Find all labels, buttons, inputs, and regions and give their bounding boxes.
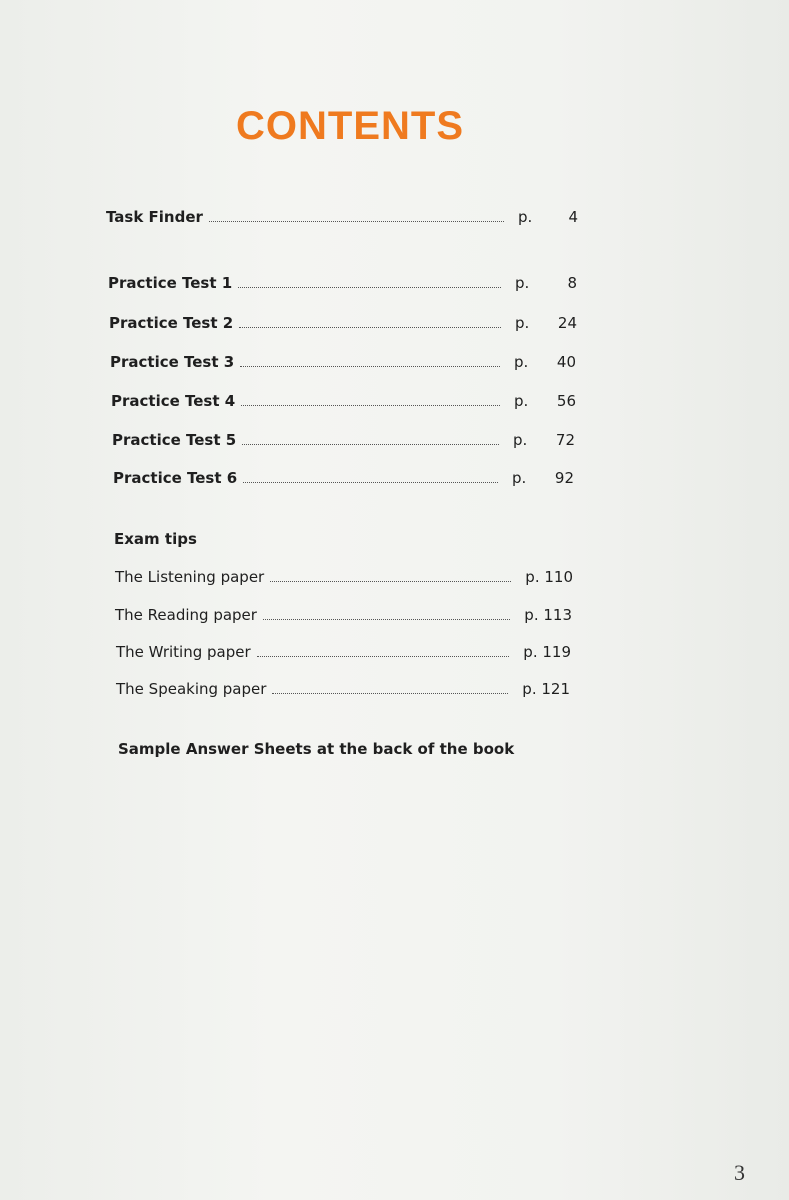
toc-entry-label: Practice Test 4 <box>111 392 236 410</box>
toc-entry-label: Task Finder <box>106 208 203 226</box>
toc-entry-practice-test-4 <box>111 392 576 410</box>
toc-entry-label: Practice Test 6 <box>113 469 238 487</box>
exam-tips-heading: Exam tips <box>114 530 197 548</box>
page-prefix: p. <box>512 469 527 487</box>
page-number: p. 119 <box>523 643 571 661</box>
page-number: 8 <box>567 274 577 292</box>
toc-entry-label: Practice Test 1 <box>108 274 233 292</box>
page-number: 92 <box>554 469 574 487</box>
leader-dots <box>270 579 511 582</box>
page-number: p. 110 <box>525 568 573 586</box>
page-number: p. 113 <box>524 606 572 624</box>
leader-dots <box>238 285 501 288</box>
toc-entry-practice-test-1 <box>108 274 577 292</box>
page-number: 24 <box>557 314 577 332</box>
toc-entry-label: The Listening paper <box>115 568 265 586</box>
leader-dots <box>242 442 499 445</box>
toc-entry-practice-test-5 <box>112 431 575 449</box>
page-prefix: p. <box>515 274 530 292</box>
leader-dots <box>263 617 510 620</box>
toc-entry-practice-test-6 <box>113 469 574 487</box>
page-prefix: p. <box>513 431 528 449</box>
toc-entry-label: Practice Test 5 <box>112 431 237 449</box>
page-prefix: p. <box>514 392 529 410</box>
toc-entry-label: Practice Test 3 <box>110 353 235 371</box>
toc-entry-practice-test-3 <box>110 353 576 371</box>
page-number: 72 <box>555 431 575 449</box>
page-number: 56 <box>556 392 576 410</box>
toc-entry-listening-paper <box>115 568 573 586</box>
toc-entry-practice-test-2 <box>109 314 577 332</box>
leader-dots <box>243 480 498 483</box>
toc-entry-label: The Reading paper <box>115 606 257 624</box>
toc-entry-task-finder <box>106 208 578 226</box>
leader-dots <box>272 691 508 694</box>
page-number: 4 <box>568 208 578 226</box>
page-prefix: p. <box>514 353 529 371</box>
leader-dots <box>240 364 500 367</box>
toc-entry-reading-paper <box>115 606 572 624</box>
leader-dots <box>209 219 504 222</box>
toc-entry-label: Practice Test 2 <box>109 314 234 332</box>
leader-dots <box>257 654 510 657</box>
toc-entry-label: The Speaking paper <box>116 680 267 698</box>
page-number-footer: 3 <box>734 1160 745 1185</box>
toc-entry-label: The Writing paper <box>116 643 251 661</box>
page-prefix: p. <box>515 314 530 332</box>
page-number: p. 121 <box>522 680 570 698</box>
toc-entry-speaking-paper <box>116 680 570 698</box>
sample-answer-sheets-note: Sample Answer Sheets at the back of the book <box>118 740 515 758</box>
page-prefix: p. <box>518 208 533 226</box>
page-number: 40 <box>556 353 576 371</box>
toc-entry-writing-paper <box>116 643 571 661</box>
leader-dots <box>239 325 501 328</box>
contents-title: CONTENTS <box>236 104 464 148</box>
leader-dots <box>241 403 500 406</box>
